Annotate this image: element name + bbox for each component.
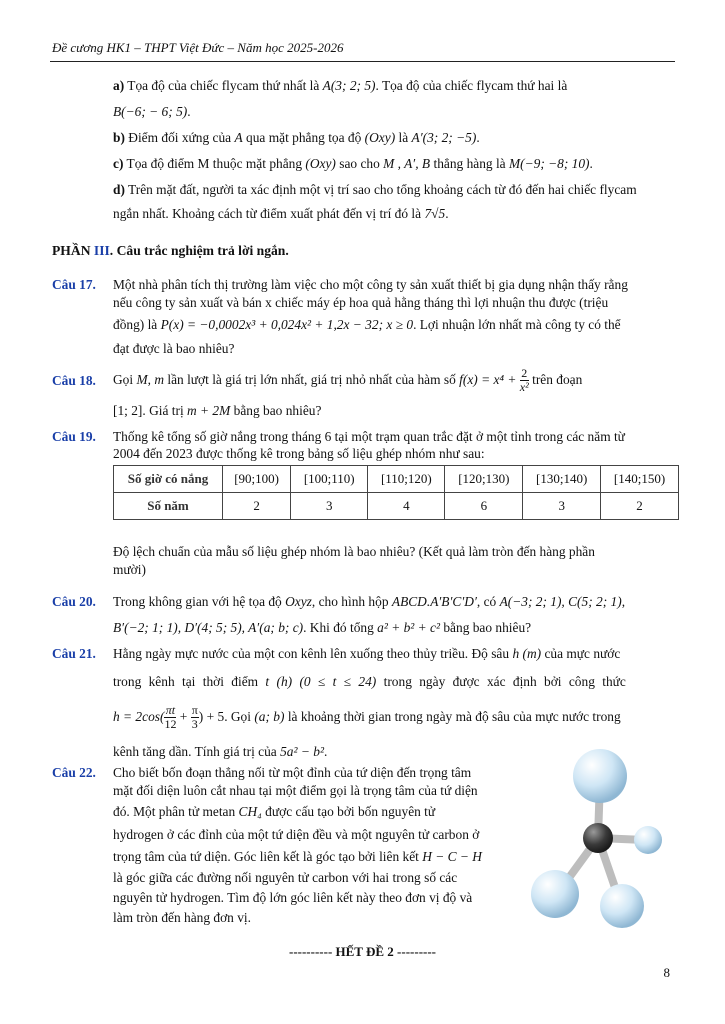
table-cell: 3: [523, 493, 601, 520]
q22-label: Câu 22.: [52, 765, 96, 780]
q18-fraction: $\frac{2}{\text{x²}}$: [519, 366, 529, 395]
q18-line2: [1; 2]. Giá trị m + 2M bằng bao nhiêu?: [113, 403, 322, 418]
q19-line1: Thống kê tổng số giờ nắng trong tháng 6 tại một trạm quan trắc đặt ở một tỉnh trong các năm từ: [113, 429, 625, 444]
q19-after1: Độ lệch chuẩn của mẫu số liệu ghép nhóm là bao nhiêu? (Kết quả làm tròn đến hàng phần: [113, 544, 595, 559]
q22-line5: trọng tâm của tứ diện. Góc liên kết là góc tạo bởi liên kết H − C − H: [113, 849, 482, 864]
q17-line3: đồng) là P(x) = −0,0002x³ + 0,024x² + 1,2x − 32; x ≥ 0. Lợi nhuận lớn nhất mà công ty có thể: [113, 317, 621, 332]
hydrogen-atom-right: [634, 826, 662, 854]
table-cell: 4: [368, 493, 445, 520]
table-cell: 2: [601, 493, 679, 520]
item-d-line1: d) Trên mặt đất, người ta xác định một vị trí sao cho tổng khoảng cách từ đó đến hai chiếc flycam: [113, 182, 637, 197]
q22-line1: Cho biết bốn đoạn thẳng nối từ một đỉnh của tứ diện đến trọng tâm: [113, 765, 472, 780]
q22-line8: làm tròn đến hàng đơn vị.: [113, 910, 251, 925]
table-cell: [90;100): [223, 466, 291, 493]
q20-line1: Trong không gian với hệ tọa độ Oxyz, cho hình hộp ABCD.A′B′C′D′, có A(−3; 2; 1), C(5; 2; 1),: [113, 594, 626, 609]
header-divider: [50, 61, 675, 62]
carbon-atom: [583, 823, 613, 853]
hydrogen-atom-bottom-right: [600, 884, 644, 928]
q22-line7: nguyên tử hydrogen. Tìm độ lớn góc liên kết này theo đơn vị độ và: [113, 890, 473, 905]
q18-label: Câu 18.: [52, 373, 96, 388]
methane-molecule-illustration: [530, 742, 670, 932]
table-cell: 2: [223, 493, 291, 520]
q22-line6: là góc giữa các đường nối nguyên tử carbon với hai trong số các: [113, 870, 458, 885]
q22-line4: hydrogen ở các đỉnh của một tứ diện đều và một nguyên tử carbon ở: [113, 827, 480, 842]
page-header: Đề cương HK1 – THPT Việt Đức – Năm học 2025-2026: [52, 40, 344, 55]
q21-line1: Hằng ngày mực nước của một con kênh lên xuống theo thủy triều. Độ sâu h (m) của mực nước: [113, 646, 621, 661]
item-a-line1: a) Tọa độ của chiếc flycam thứ nhất là A(3; 2; 5). Tọa độ của chiếc flycam thứ hai là: [113, 78, 568, 93]
hydrogen-atom-bottom-left: [531, 870, 579, 918]
q22-line3: đó. Một phân tử metan CH₄ được cấu tạo bởi bốn nguyên tử: [113, 804, 436, 819]
q19-label: Câu 19.: [52, 429, 96, 444]
table-cell: [100;110): [291, 466, 368, 493]
q22-line2: mặt đối diện luôn cắt nhau tại một điểm gọi là trọng tâm của tứ diện: [113, 783, 478, 798]
page-number: 8: [663, 965, 670, 980]
item-a-label: a): [113, 78, 125, 93]
item-d-label: d): [113, 182, 125, 197]
q20-label: Câu 20.: [52, 594, 96, 609]
item-a-line2: B(−6; − 6; 5).: [113, 104, 191, 119]
q17-line4: đạt được là bao nhiêu?: [113, 341, 235, 356]
item-c: c) Tọa độ điểm M thuộc mặt phẳng (Oxy) sao cho M , A′, B thẳng hàng là M(−9; −8; 10).: [113, 156, 593, 171]
table-header-hours: Số giờ có nắng: [114, 466, 223, 493]
table-cell: [130;140): [523, 466, 601, 493]
item-b: b) Điểm đối xứng của A qua mặt phẳng tọa độ (Oxy) là A′(3; 2; −5).: [113, 130, 480, 145]
q21-line3: h = 2cos( $\frac{\pi t}{12}$ + $\frac{\pi}{3}$ ) + 5. Gọi (a; b) là khoảng thời gian trong ngày mà độ sâu của mực nước trong: [113, 703, 621, 732]
table-cell: 6: [445, 493, 523, 520]
hydrogen-atom-top: [573, 749, 627, 803]
table-cell: [140;150): [601, 466, 679, 493]
q19-after2: mười): [113, 562, 146, 577]
table-row: [114, 493, 679, 520]
q17-label: Câu 17.: [52, 277, 96, 292]
q19-line2: 2004 đến 2023 được thống kê trong bảng số liệu ghép nhóm như sau:: [113, 446, 485, 461]
item-c-label: c): [113, 156, 124, 171]
q18-line1: Gọi M, m lần lượt là giá trị lớn nhất, giá trị nhỏ nhất của hàm số f(x) = x⁴ + $\frac{2}{\text{x²}}$ trên đoạn: [113, 366, 583, 395]
table-cell: [110;120): [368, 466, 445, 493]
section-heading: PHẦN III. Câu trắc nghiệm trả lời ngắn.: [52, 243, 289, 258]
q20-line2: B′(−2; 1; 1), D′(4; 5; 5), A′(a; b; c). Khi đó tổng a² + b² + c² bằng bao nhiêu?: [113, 620, 532, 635]
q21-line2: trong kênh tại thời điểm t (h) (0 ≤ t ≤ 24) trong ngày được xác định bởi công thức: [113, 674, 626, 689]
q17-line2: nếu công ty sản xuất và bán x chiếc máy ép hoa quả hằng tháng thì lợi nhuận thu được (triệu: [113, 295, 609, 310]
frequency-table: [113, 465, 679, 520]
table-cell: 3: [291, 493, 368, 520]
q21-fraction-1: $\frac{\pi t}{12}$: [164, 703, 177, 732]
end-of-exam-marker: ---------- HẾT ĐỀ 2 ---------: [288, 944, 437, 959]
q21-fraction-2: $\frac{\pi}{3}$: [191, 703, 198, 732]
table-row: [114, 466, 679, 493]
table-header-years: Số năm: [114, 493, 223, 520]
item-d-line2: ngắn nhất. Khoảng cách từ điểm xuất phát đến vị trí đó là 7√5.: [113, 206, 449, 221]
q21-line4: kênh tăng dần. Tính giá trị của 5a² − b².: [113, 744, 328, 759]
q17-line1: Một nhà phân tích thị trường làm việc cho một công ty sản xuất thiết bị gia dụng nhận thấy rằng: [113, 277, 628, 292]
item-b-label: b): [113, 130, 125, 145]
q21-label: Câu 21.: [52, 646, 96, 661]
table-cell: [120;130): [445, 466, 523, 493]
